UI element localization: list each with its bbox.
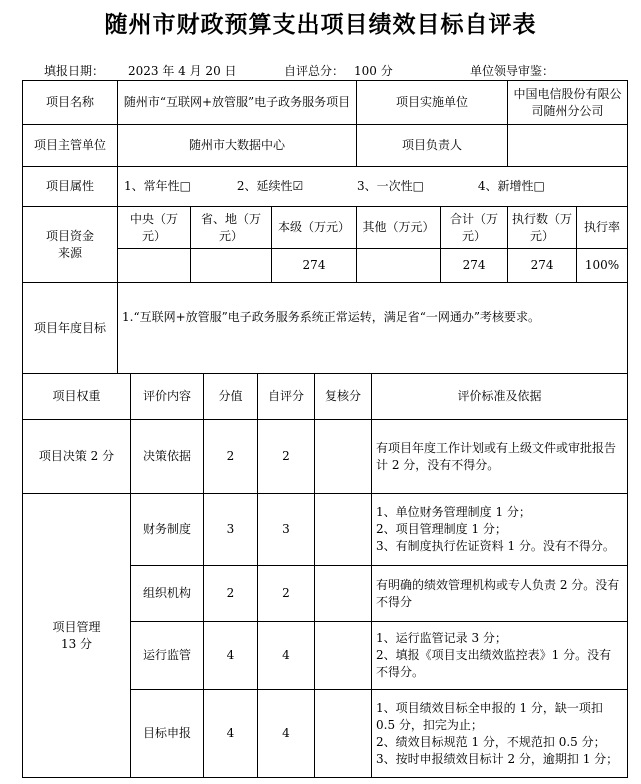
col-header-review: 复核分 [315, 374, 372, 420]
fund-header: 合计（万元） [441, 207, 508, 249]
supervisor: 随州市大数据中心 [118, 125, 357, 167]
content-cell: 目标申报 [131, 690, 204, 778]
project-name-label: 项目名称 [23, 81, 118, 125]
table-row [23, 420, 628, 494]
attr-option: 1、常年性□ [124, 179, 191, 193]
fund-label: 项目资金 来源 [23, 207, 118, 283]
score-cell: 2 [204, 420, 258, 494]
col-header-weight: 项目权重 [23, 374, 131, 420]
fund-value: 274 [441, 249, 508, 283]
fund-header: 执行数（万元） [508, 207, 577, 249]
col-header-criteria: 评价标准及依据 [372, 374, 628, 420]
weight-cell: 项目决策 2 分 [23, 420, 131, 494]
fund-header: 其他（万元） [357, 207, 441, 249]
score-cell: 2 [204, 566, 258, 622]
review-score-cell [315, 690, 372, 778]
leader [508, 125, 628, 167]
fund-header: 本级（万元） [272, 207, 357, 249]
fund-value: 274 [272, 249, 357, 283]
fund-header: 中央（万元） [118, 207, 191, 249]
score-cell: 4 [204, 622, 258, 690]
fund-value: 100% [577, 249, 628, 283]
review-score-cell [315, 420, 372, 494]
impl-unit: 中国电信股份有限公司随州分公司 [508, 81, 628, 125]
self-score-cell: 4 [258, 622, 315, 690]
criteria-cell: 1、单位财务管理制度 1 分； 2、项目管理制度 1 分； 3、有制度执行佐证资料 1 分。没有不得分。 [372, 494, 628, 566]
attr-label: 项目属性 [23, 167, 118, 207]
project-name: 随州市“互联网+放管服”电子政务服务项目 [118, 81, 357, 125]
col-header-content: 评价内容 [131, 374, 204, 420]
fund-value [191, 249, 272, 283]
fund-header: 执行率 [577, 207, 628, 249]
evaluation-table [22, 373, 628, 778]
leader-label: 项目负责人 [357, 125, 508, 167]
fund-header: 省、地（万元） [191, 207, 272, 249]
content-cell: 决策依据 [131, 420, 204, 494]
review-score-cell [315, 622, 372, 690]
fund-value [118, 249, 191, 283]
total-score: 100 分 [354, 64, 393, 78]
col-header-self: 自评分 [258, 374, 315, 420]
content-cell: 财务制度 [131, 494, 204, 566]
self-score-cell: 2 [258, 566, 315, 622]
criteria-cell: 有项目年度工作计划或有上级文件或审批报告计 2 分，没有不得分。 [372, 420, 628, 494]
content-cell: 组织机构 [131, 566, 204, 622]
criteria-cell: 1、运行监管记录 3 分； 2、填报《项目支出绩效监控表》1 分。没有不得分。 [372, 622, 628, 690]
col-header-score: 分值 [204, 374, 258, 420]
supervisor-label: 项目主管单位 [23, 125, 118, 167]
info-table [22, 80, 628, 374]
review-label: 单位领导审鉴： [470, 64, 555, 78]
attr-option: 4、新增性□ [477, 179, 545, 193]
fill-date-label: 填报日期： [44, 64, 105, 78]
fill-date: 2023 年 4 月 20 日 [128, 64, 237, 78]
table-row [23, 494, 628, 566]
page-title: 随州市财政预算支出项目绩效目标自评表 [104, 12, 537, 38]
criteria-cell: 有明确的绩效管理机构或专人负责 2 分。没有不得分 [372, 566, 628, 622]
score-cell: 4 [204, 690, 258, 778]
goal-label: 项目年度目标 [23, 283, 118, 374]
score-cell: 3 [204, 494, 258, 566]
self-score-cell: 3 [258, 494, 315, 566]
attr-option: 3、一次性□ [357, 179, 425, 193]
self-score-cell: 2 [258, 420, 315, 494]
attr-option: 2、延续性☑ [236, 179, 304, 193]
fund-value [357, 249, 441, 283]
criteria-cell: 1、项目绩效目标全申报的 1 分，缺一项扣 0.5 分，扣完为止； 2、绩效目标规范 1 分，不规范扣 0.5 分； 3、按时申报绩效目标计 2 分，逾期扣 1 分； [372, 690, 628, 778]
self-score-cell: 4 [258, 690, 315, 778]
weight-cell: 项目管理 13 分 [23, 494, 131, 778]
review-score-cell [315, 494, 372, 566]
annual-goal: 1.“互联网+放管服”电子政务服务系统正常运转，满足省“一网通办”考核要求。 [118, 283, 628, 374]
fund-value: 274 [508, 249, 577, 283]
total-score-label: 自评总分： [284, 64, 345, 78]
attr-options [118, 167, 628, 207]
review-score-cell [315, 566, 372, 622]
content-cell: 运行监管 [131, 622, 204, 690]
impl-unit-label: 项目实施单位 [357, 81, 508, 125]
